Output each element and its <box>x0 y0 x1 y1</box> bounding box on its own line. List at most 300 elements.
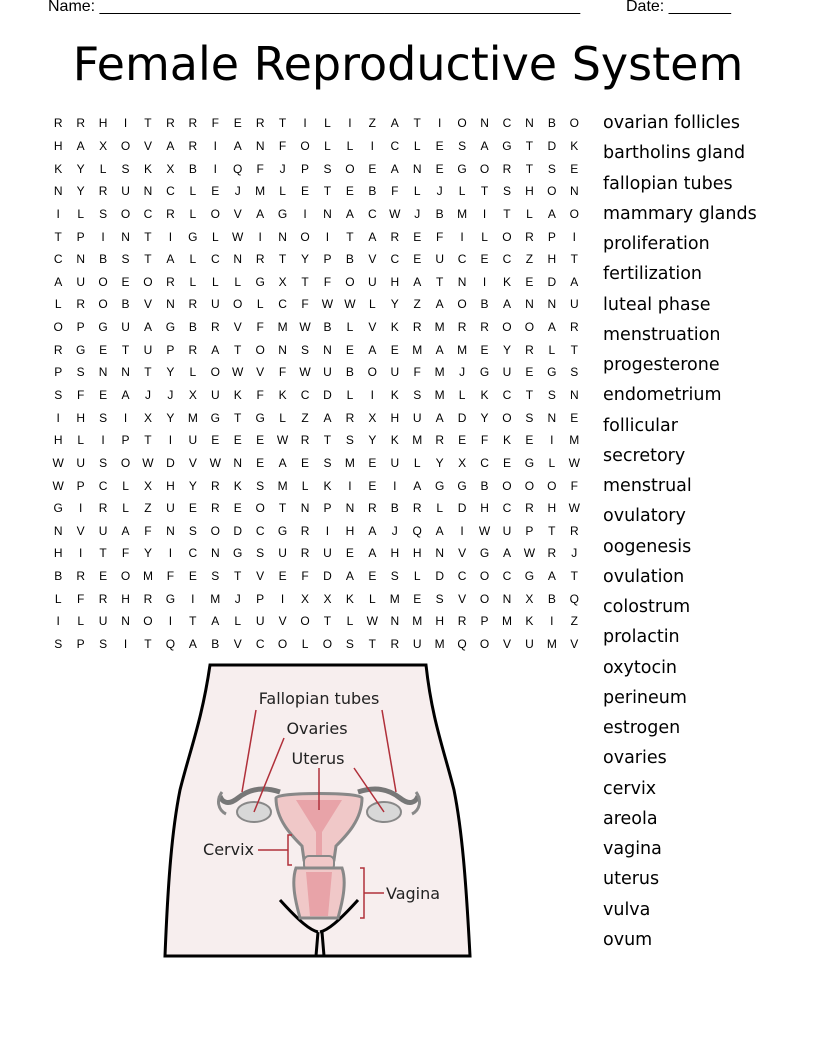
grid-letter[interactable]: H <box>412 546 422 561</box>
grid-letter[interactable]: L <box>301 637 309 652</box>
grid-letter[interactable]: N <box>210 546 220 561</box>
grid-letter[interactable]: R <box>345 410 355 425</box>
grid-letter[interactable]: A <box>570 274 579 289</box>
grid-letter[interactable]: L <box>301 478 309 493</box>
grid-letter[interactable]: F <box>121 546 130 561</box>
grid-letter[interactable]: T <box>144 365 152 380</box>
grid-letter[interactable]: N <box>53 184 63 199</box>
grid-letter[interactable]: L <box>458 184 466 199</box>
grid-letter[interactable]: E <box>480 342 489 357</box>
grid-letter[interactable]: S <box>121 161 130 176</box>
grid-letter[interactable]: O <box>300 229 310 244</box>
grid-letter[interactable]: S <box>256 478 265 493</box>
grid-letter[interactable]: L <box>99 161 107 176</box>
grid-letter[interactable]: V <box>143 138 152 153</box>
grid-letter[interactable]: G <box>277 206 288 221</box>
grid-letter[interactable]: C <box>502 252 512 267</box>
grid-letter[interactable]: F <box>391 184 399 199</box>
grid-letter[interactable]: U <box>210 297 220 312</box>
grid-letter[interactable]: S <box>211 569 220 584</box>
grid-letter[interactable]: R <box>547 546 557 561</box>
grid-letter[interactable]: R <box>525 501 534 516</box>
grid-letter[interactable]: R <box>210 478 220 493</box>
name-field[interactable]: Name: ______________________________________________________ <box>48 0 581 15</box>
grid-letter[interactable]: C <box>210 252 220 267</box>
grid-letter[interactable]: I <box>303 116 307 131</box>
grid-letter[interactable]: I <box>303 206 307 221</box>
grid-letter[interactable]: S <box>458 138 467 153</box>
grid-letter[interactable]: U <box>323 365 332 380</box>
grid-letter[interactable]: X <box>278 274 287 289</box>
grid-letter[interactable]: C <box>188 546 198 561</box>
grid-letter[interactable]: V <box>143 297 152 312</box>
grid-letter[interactable]: O <box>502 320 512 335</box>
grid-letter[interactable]: B <box>390 501 399 516</box>
grid-letter[interactable]: F <box>76 591 85 606</box>
grid-letter[interactable]: G <box>457 161 467 176</box>
grid-letter[interactable]: S <box>345 637 354 652</box>
grid-letter[interactable]: E <box>99 388 108 402</box>
grid-letter[interactable]: F <box>480 433 489 448</box>
grid-letter[interactable]: I <box>550 433 554 448</box>
grid-letter[interactable]: A <box>368 342 377 357</box>
grid-letter[interactable]: S <box>435 591 444 606</box>
grid-letter[interactable]: P <box>76 637 85 652</box>
grid-letter[interactable]: R <box>76 569 85 584</box>
grid-letter[interactable]: A <box>166 138 175 153</box>
grid-letter[interactable]: O <box>345 161 355 176</box>
grid-letter[interactable]: R <box>457 320 467 335</box>
grid-letter[interactable]: K <box>480 388 489 402</box>
grid-letter[interactable]: N <box>345 501 355 516</box>
grid-letter[interactable]: H <box>53 138 63 153</box>
grid-letter[interactable]: L <box>346 320 354 335</box>
grid-letter[interactable]: Y <box>76 161 85 176</box>
grid-letter[interactable]: L <box>77 206 84 221</box>
grid-letter[interactable]: P <box>525 523 534 538</box>
grid-letter[interactable]: K <box>54 161 63 176</box>
grid-letter[interactable]: B <box>480 478 489 493</box>
grid-letter[interactable]: L <box>54 297 62 312</box>
grid-letter[interactable]: H <box>53 546 63 561</box>
grid-letter[interactable]: X <box>323 591 332 606</box>
grid-letter[interactable]: E <box>458 433 467 448</box>
grid-letter[interactable]: E <box>188 501 197 516</box>
grid-letter[interactable]: E <box>570 161 579 176</box>
grid-letter[interactable]: U <box>502 365 512 380</box>
grid-letter[interactable]: K <box>502 274 511 289</box>
grid-letter[interactable]: Y <box>502 342 511 357</box>
grid-letter[interactable]: M <box>501 614 512 629</box>
grid-letter[interactable]: U <box>525 637 534 652</box>
grid-letter[interactable]: F <box>413 365 421 380</box>
grid-letter[interactable]: S <box>99 455 108 470</box>
grid-letter[interactable]: E <box>435 138 444 153</box>
grid-letter[interactable]: N <box>502 591 512 606</box>
grid-letter[interactable]: S <box>99 206 108 221</box>
grid-letter[interactable]: S <box>188 523 197 538</box>
grid-letter[interactable]: L <box>256 297 264 312</box>
grid-letter[interactable]: T <box>278 252 287 267</box>
grid-letter[interactable]: N <box>480 116 489 131</box>
grid-letter[interactable]: L <box>189 365 197 380</box>
grid-letter[interactable]: Z <box>368 116 377 131</box>
grid-letter[interactable]: O <box>547 478 557 493</box>
grid-letter[interactable]: T <box>525 161 534 176</box>
grid-letter[interactable]: P <box>166 342 175 357</box>
grid-letter[interactable]: U <box>368 274 377 289</box>
grid-letter[interactable]: A <box>413 274 422 289</box>
grid-letter[interactable]: E <box>233 433 242 448</box>
grid-letter[interactable]: L <box>369 297 376 312</box>
grid-letter[interactable]: L <box>413 455 421 470</box>
grid-letter[interactable]: O <box>143 614 153 629</box>
grid-letter[interactable]: F <box>76 388 85 402</box>
grid-letter[interactable]: V <box>188 455 197 470</box>
grid-letter[interactable]: I <box>213 161 217 176</box>
grid-letter[interactable]: E <box>121 274 130 289</box>
grid-letter[interactable]: K <box>233 478 242 493</box>
grid-letter[interactable]: D <box>547 274 557 289</box>
grid-letter[interactable]: R <box>98 591 108 606</box>
grid-letter[interactable]: J <box>234 184 241 199</box>
grid-letter[interactable]: P <box>547 229 556 244</box>
grid-letter[interactable]: N <box>255 138 265 153</box>
grid-letter[interactable]: S <box>502 184 511 199</box>
grid-letter[interactable]: C <box>480 455 489 470</box>
grid-letter[interactable]: K <box>323 478 332 493</box>
grid-letter[interactable]: E <box>525 365 534 380</box>
grid-letter[interactable]: T <box>144 229 152 244</box>
date-field[interactable]: Date: _______ <box>626 0 731 15</box>
grid-letter[interactable]: N <box>233 252 243 267</box>
grid-letter[interactable]: B <box>211 637 220 652</box>
grid-letter[interactable]: M <box>434 320 445 335</box>
grid-letter[interactable]: X <box>143 410 152 425</box>
grid-letter[interactable]: W <box>523 546 536 561</box>
grid-letter[interactable]: A <box>390 161 399 176</box>
grid-letter[interactable]: Q <box>233 161 243 176</box>
grid-letter[interactable]: F <box>256 388 264 402</box>
grid-letter[interactable]: T <box>144 637 152 652</box>
grid-letter[interactable]: E <box>368 569 377 584</box>
grid-letter[interactable]: I <box>325 229 330 244</box>
grid-letter[interactable]: M <box>255 184 266 199</box>
grid-letter[interactable]: I <box>168 546 173 561</box>
grid-letter[interactable]: Q <box>412 523 422 538</box>
grid-letter[interactable]: T <box>189 614 197 629</box>
grid-letter[interactable]: L <box>122 501 129 516</box>
grid-letter[interactable]: G <box>457 478 467 493</box>
grid-letter[interactable]: M <box>412 342 423 357</box>
grid-letter[interactable]: W <box>478 523 491 538</box>
grid-letter[interactable]: R <box>569 523 579 538</box>
grid-letter[interactable]: O <box>345 274 355 289</box>
grid-letter[interactable]: L <box>279 184 286 199</box>
grid-letter[interactable]: J <box>279 161 286 176</box>
grid-letter[interactable]: I <box>437 116 442 131</box>
grid-letter[interactable]: A <box>547 569 556 584</box>
grid-letter[interactable]: P <box>480 614 489 629</box>
grid-letter[interactable]: P <box>121 433 130 448</box>
grid-letter[interactable]: X <box>301 591 310 606</box>
grid-letter[interactable]: S <box>390 569 399 584</box>
grid-letter[interactable]: I <box>572 229 576 244</box>
grid-letter[interactable]: J <box>436 184 443 199</box>
grid-letter[interactable]: R <box>569 320 579 335</box>
grid-letter[interactable]: U <box>390 455 400 470</box>
grid-letter[interactable]: I <box>56 206 60 221</box>
grid-letter[interactable]: I <box>460 523 464 538</box>
grid-letter[interactable]: J <box>571 546 578 561</box>
grid-letter[interactable]: Z <box>570 614 578 629</box>
grid-letter[interactable]: V <box>458 591 467 606</box>
grid-letter[interactable]: T <box>323 614 332 629</box>
grid-letter[interactable]: E <box>345 184 354 199</box>
grid-letter[interactable]: E <box>256 433 265 448</box>
grid-letter[interactable]: R <box>502 161 512 176</box>
grid-letter[interactable]: W <box>568 501 580 516</box>
grid-letter[interactable]: L <box>279 410 286 425</box>
grid-letter[interactable]: O <box>322 637 333 652</box>
grid-letter[interactable]: H <box>53 433 63 448</box>
grid-letter[interactable]: O <box>569 116 579 131</box>
grid-letter[interactable]: B <box>188 320 197 335</box>
grid-letter[interactable]: L <box>458 388 466 402</box>
grid-letter[interactable]: T <box>144 252 152 267</box>
grid-letter[interactable]: K <box>390 433 399 448</box>
grid-letter[interactable]: E <box>301 455 310 470</box>
grid-letter[interactable]: D <box>457 410 467 425</box>
grid-letter[interactable]: N <box>525 116 534 131</box>
grid-letter[interactable]: L <box>346 614 354 629</box>
grid-letter[interactable]: P <box>301 161 310 176</box>
grid-letter[interactable]: N <box>53 523 63 538</box>
grid-letter[interactable]: K <box>390 388 399 402</box>
grid-letter[interactable]: S <box>99 410 108 425</box>
grid-letter[interactable]: N <box>278 229 287 244</box>
grid-letter[interactable]: O <box>367 365 378 380</box>
grid-letter[interactable]: C <box>502 116 512 131</box>
grid-letter[interactable]: X <box>99 138 108 153</box>
grid-letter[interactable]: B <box>188 161 197 176</box>
grid-letter[interactable]: A <box>121 388 130 402</box>
grid-letter[interactable]: K <box>233 388 242 402</box>
grid-letter[interactable]: U <box>323 546 332 561</box>
grid-letter[interactable]: N <box>547 410 557 425</box>
grid-letter[interactable]: G <box>502 138 512 153</box>
grid-letter[interactable]: Y <box>143 546 152 561</box>
grid-letter[interactable]: L <box>189 206 197 221</box>
grid-letter[interactable]: R <box>188 297 198 312</box>
grid-letter[interactable]: L <box>548 455 556 470</box>
grid-letter[interactable]: L <box>481 229 488 244</box>
grid-letter[interactable]: S <box>345 433 354 448</box>
grid-letter[interactable]: Q <box>569 591 579 606</box>
grid-letter[interactable]: O <box>457 116 467 131</box>
grid-letter[interactable]: I <box>101 433 105 448</box>
grid-letter[interactable]: G <box>255 274 265 289</box>
grid-letter[interactable]: O <box>524 478 535 493</box>
grid-letter[interactable]: W <box>321 297 334 312</box>
grid-letter[interactable]: R <box>98 184 108 199</box>
grid-letter[interactable]: T <box>435 274 444 289</box>
grid-letter[interactable]: A <box>368 523 377 538</box>
grid-letter[interactable]: P <box>323 501 332 516</box>
grid-letter[interactable]: A <box>345 569 354 584</box>
grid-letter[interactable]: G <box>233 546 243 561</box>
grid-letter[interactable]: I <box>123 116 128 131</box>
grid-letter[interactable]: Z <box>413 297 421 312</box>
grid-letter[interactable]: C <box>502 388 512 402</box>
grid-letter[interactable]: W <box>52 455 64 470</box>
grid-letter[interactable]: R <box>300 546 310 561</box>
grid-letter[interactable]: L <box>54 591 62 606</box>
grid-letter[interactable]: S <box>323 455 332 470</box>
grid-letter[interactable]: S <box>54 388 63 402</box>
grid-letter[interactable]: S <box>547 388 556 402</box>
grid-letter[interactable]: L <box>77 614 84 629</box>
grid-letter[interactable]: L <box>189 184 197 199</box>
grid-letter[interactable]: M <box>546 637 557 652</box>
grid-letter[interactable]: D <box>323 569 332 584</box>
grid-letter[interactable]: O <box>277 637 288 652</box>
grid-letter[interactable]: B <box>121 297 130 312</box>
grid-letter[interactable]: S <box>547 161 556 176</box>
grid-letter[interactable]: S <box>525 410 534 425</box>
grid-letter[interactable]: S <box>121 252 130 267</box>
grid-letter[interactable]: V <box>368 252 377 267</box>
grid-letter[interactable]: L <box>346 138 354 153</box>
grid-letter[interactable]: K <box>278 388 287 402</box>
grid-letter[interactable]: R <box>412 320 422 335</box>
grid-letter[interactable]: W <box>232 229 244 244</box>
grid-letter[interactable]: F <box>301 569 309 584</box>
grid-letter[interactable]: U <box>569 297 579 312</box>
grid-letter[interactable]: P <box>76 478 85 493</box>
grid-letter[interactable]: H <box>76 410 85 425</box>
grid-letter[interactable]: R <box>166 116 175 131</box>
grid-letter[interactable]: A <box>435 410 444 425</box>
grid-letter[interactable]: I <box>280 591 285 606</box>
grid-letter[interactable]: K <box>570 138 579 153</box>
grid-letter[interactable]: L <box>324 138 331 153</box>
grid-letter[interactable]: G <box>75 342 86 357</box>
grid-letter[interactable]: T <box>323 433 332 448</box>
grid-letter[interactable]: C <box>278 297 287 312</box>
grid-letter[interactable]: N <box>412 161 422 176</box>
grid-letter[interactable]: M <box>412 614 423 629</box>
grid-letter[interactable]: T <box>503 206 511 221</box>
grid-letter[interactable]: Y <box>435 455 444 470</box>
grid-letter[interactable]: E <box>211 433 220 448</box>
grid-letter[interactable]: R <box>98 501 108 516</box>
grid-letter[interactable]: R <box>300 433 310 448</box>
grid-letter[interactable]: B <box>54 569 63 584</box>
grid-letter[interactable]: A <box>480 138 489 153</box>
grid-letter[interactable]: Y <box>166 410 175 425</box>
grid-letter[interactable]: H <box>390 546 400 561</box>
grid-letter[interactable]: B <box>435 206 444 221</box>
grid-letter[interactable]: I <box>56 410 60 425</box>
grid-letter[interactable]: O <box>120 206 131 221</box>
grid-letter[interactable]: F <box>301 297 309 312</box>
grid-letter[interactable]: T <box>525 388 534 402</box>
grid-letter[interactable]: I <box>168 229 173 244</box>
grid-letter[interactable]: I <box>348 478 352 493</box>
grid-letter[interactable]: L <box>234 614 242 629</box>
grid-letter[interactable]: I <box>191 591 195 606</box>
grid-letter[interactable]: P <box>256 591 265 606</box>
grid-letter[interactable]: E <box>368 455 377 470</box>
grid-letter[interactable]: N <box>569 388 579 402</box>
grid-letter[interactable]: V <box>570 637 579 652</box>
grid-letter[interactable]: R <box>435 433 444 448</box>
grid-letter[interactable]: T <box>234 410 242 425</box>
grid-letter[interactable]: A <box>547 320 556 335</box>
grid-letter[interactable]: T <box>234 342 242 357</box>
grid-letter[interactable]: U <box>390 365 400 380</box>
grid-letter[interactable]: A <box>502 546 511 561</box>
grid-letter[interactable]: F <box>435 229 444 244</box>
grid-letter[interactable]: O <box>300 138 310 153</box>
grid-letter[interactable]: I <box>78 501 83 516</box>
grid-letter[interactable]: R <box>457 614 467 629</box>
grid-letter[interactable]: U <box>121 184 130 199</box>
grid-letter[interactable]: N <box>435 546 444 561</box>
grid-letter[interactable]: F <box>278 365 287 380</box>
grid-letter[interactable]: N <box>457 274 467 289</box>
grid-letter[interactable]: R <box>210 320 220 335</box>
grid-letter[interactable]: L <box>211 274 219 289</box>
grid-letter[interactable]: U <box>76 455 85 470</box>
grid-letter[interactable]: U <box>210 388 220 402</box>
grid-letter[interactable]: M <box>434 637 445 652</box>
grid-letter[interactable]: S <box>54 637 63 652</box>
grid-letter[interactable]: C <box>255 523 265 538</box>
grid-letter[interactable]: C <box>255 637 265 652</box>
grid-letter[interactable]: O <box>120 138 131 153</box>
grid-letter[interactable]: C <box>300 388 310 402</box>
grid-letter[interactable]: R <box>390 637 400 652</box>
grid-letter[interactable]: Q <box>165 637 176 652</box>
grid-letter[interactable]: G <box>479 546 490 561</box>
grid-letter[interactable]: R <box>412 501 422 516</box>
grid-letter[interactable]: O <box>98 297 108 312</box>
grid-letter[interactable]: E <box>188 569 197 584</box>
grid-letter[interactable]: E <box>99 342 108 357</box>
grid-letter[interactable]: T <box>301 274 309 289</box>
grid-letter[interactable]: L <box>548 342 556 357</box>
grid-letter[interactable]: O <box>210 365 220 380</box>
grid-letter[interactable]: E <box>413 591 422 606</box>
grid-letter[interactable]: L <box>413 569 421 584</box>
grid-letter[interactable]: K <box>143 161 152 176</box>
grid-letter[interactable]: W <box>232 365 244 380</box>
grid-letter[interactable]: I <box>393 478 397 493</box>
grid-letter[interactable]: M <box>277 478 288 493</box>
grid-letter[interactable]: U <box>278 546 287 561</box>
grid-letter[interactable]: U <box>76 274 85 289</box>
grid-letter[interactable]: E <box>278 569 287 584</box>
grid-letter[interactable]: L <box>211 229 219 244</box>
grid-letter[interactable]: R <box>300 523 310 538</box>
grid-letter[interactable]: O <box>479 161 490 176</box>
grid-letter[interactable]: Y <box>480 410 489 425</box>
grid-letter[interactable]: Y <box>188 478 197 493</box>
grid-letter[interactable]: Z <box>301 410 309 425</box>
grid-letter[interactable]: G <box>547 365 557 380</box>
